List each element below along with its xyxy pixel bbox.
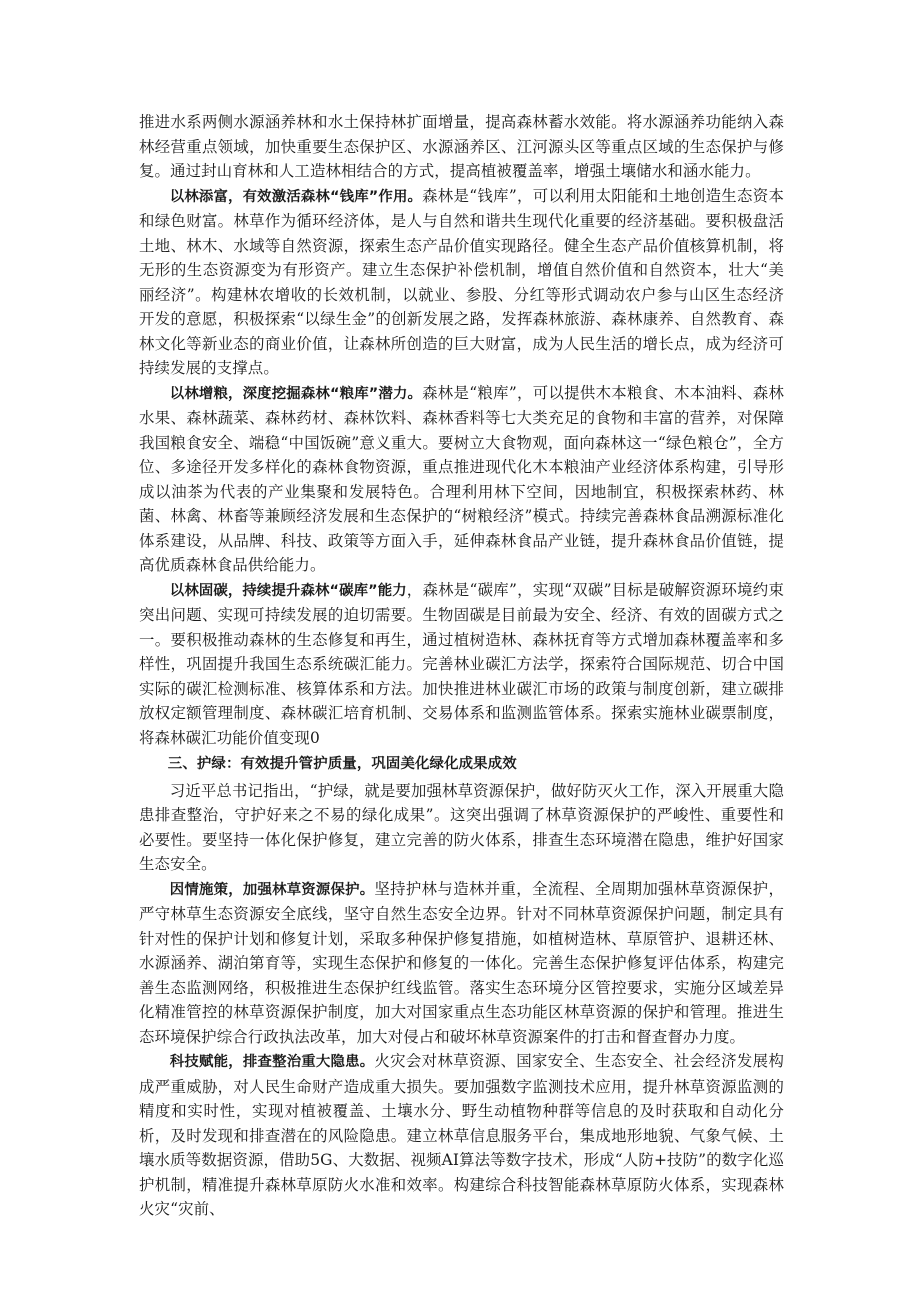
- paragraph-lead: 以林固碳，持续提升森林“碳库”能力: [169, 582, 407, 599]
- paragraph-lead: 科技赋能，排查整治重大隐患。: [169, 1054, 375, 1070]
- paragraph-lead: 以林增粮，深度挖掘森林“粮库”潜力。: [169, 385, 423, 402]
- paragraph-lead: 因情施策，加强林草资源保护。: [169, 881, 375, 898]
- paragraph-text: 火灾会对林草资源、国家安全、生态安全、社会经济发展构成严重威胁，对人民生命财产造成重大损失。要加强数字监测技术应用，提升林草资源监测的精度和实时性，实现对植被覆盖、土壤水分、野生动植物种群等信息的及时获取和自动化分析，及时发现和排查潜在的风险隐患。建立林草信息服务平台，集成地形地貌、气象气候、土壤水质等数据资源，借助5G、大数据、视频AI算法等数字技术，形成“人防+技防”的数字化巡护机制，精准提升森林草原防火水准和效率。构建综合科技智能森林草原防火体系，实现森林火灾“灾前、: [139, 1052, 784, 1218]
- paragraph-text: 森林是“钱库”，可以利用太阳能和土地创造生态资本和绿色财富。林草作为循环经济体，是人与自然和谐共生现代化重要的经济基础。要积极盘活土地、林木、水域等自然资源，探索生态产品价值实现路径。健全生态产品价值核算机制，将无形的生态资源变为有形资产。建立生态保护补偿机制，增值自然价值和自然资本，壮大“美丽经济”。构建林农增收的长效机制，以就业、参股、分红等形式调动农户参与山区生态经济开发的意愿，积极探索“以绿生金”的创新发展之路，发挥森林旅游、森林康养、自然教育、森林文化等新业态的商业价值，让森林所创造的巨大财富，成为人民生活的增长点，成为经济可持续发展的支撑点。: [139, 186, 784, 377]
- paragraph-water-conservation: [139, 110, 784, 184]
- paragraph-lead: 以林添富，有效激活森林“钱库”作用。: [169, 188, 423, 205]
- paragraph-forest-carbon: [139, 578, 784, 751]
- paragraph-text: 森林是“粮库”，可以提供木本粮食、木本油料、森林水果、森林蔬菜、森林药材、森林饮料、森林香料等七大类充足的食物和丰富的营养，对保障我国粮食安全、端稳“中国饭碗”意义重大。要树立大食物观，面向森林这一“绿色粮仓”，全方位、多途径开发多样化的森林食物资源，重点推进现代化木本粮油产业经济体系构建，引导形成以油茶为代表的产业集聚和发展特色。合理利用林下空间，因地制宜，积极探索林药、林菌、林禽、林畜等兼顾经济发展和生态保护的“树粮经济”模式。持续完善森林食品溯源标准化体系建设，从品牌、科技、政策等方面入手，延伸森林食品产业链，提升森林食品价值链，提高优质森林食品供给能力。: [139, 383, 784, 574]
- paragraph-text: 推进水系两侧水源涵养林和水土保持林扩面增量，提高森林蓄水效能。将水源涵养功能纳入森林经营重点领域，加快重要生态保护区、水源涵养区、江河源头区等重点区域的生态保护与修复。通过封山育林和人工造林相结合的方式，提高植被覆盖率，增强土壤储水和涵水能力。: [139, 113, 784, 180]
- paragraph-forest-wealth: [139, 184, 784, 381]
- section-heading: 三、护绿：有效提升管护质量，巩固美化绿化成果成效: [167, 756, 517, 772]
- paragraph-resource-protection: [139, 877, 784, 1050]
- paragraph-tech-empowerment: [139, 1049, 784, 1222]
- paragraph-text: 习近平总书记指出，“护绿，就是要加强林草资源保护，做好防灭火工作，深入开展重大隐患排查整治，守护好来之不易的绿化成果”。这突出强调了林草资源保护的严峻性、重要性和必要性。要坚持一体化保护修复，建立完善的防火体系，排查生态环境潜在隐患，维护好国家生态安全。: [139, 781, 784, 873]
- paragraph-protect-green-quote: [139, 779, 784, 877]
- paragraph-text: 坚持护林与造林并重，全流程、全周期加强林草资源保护，严守林草生态资源安全底线，坚守自然生态安全边界。针对不同林草资源保护问题，制定具有针对性的保护计划和修复计划，采取多种保护修复措施，如植树造林、草原管护、退耕还林、水源涵养、湖泊第育等，实现生态保护和修复的一体化。完善生态保护修复评估体系，构建完善生态监测网络，积极推进生态保护红线监管。落实生态环境分区管控要求，实施分区域差异化精准管控的林草资源保护制度，加大对国家重点生态功能区林草资源的保护和管理。推进生态环境保护综合行政执法改革，加大对侵占和破坏林草资源案件的打击和督查督办力度。: [139, 879, 784, 1046]
- paragraph-forest-grain: [139, 381, 784, 578]
- document-page: [139, 110, 784, 1222]
- paragraph-text: ，森林是“碳库”，实现“双碳”目标是破解资源环境约束突出问题、实现可持续发展的迫切需要。生物固碳是目前最为安全、经济、有效的固碳方式之一。要积极推动森林的生态修复和再生，通过植树造林、森林抚育等方式增加森林覆盖率和多样性，巩固提升我国生态系统碳汇能力。完善林业碳汇方法学，探索符合国际规范、切合中国实际的碳汇检测标准、核算体系和方法。加快推进林业碳汇市场的政策与制度创新，建立碳排放权定额管理制度、森林碳汇培育机制、交易体系和监测监管体系。探索实施林业碳票制度，将森林碳汇功能价值变现0: [139, 580, 784, 747]
